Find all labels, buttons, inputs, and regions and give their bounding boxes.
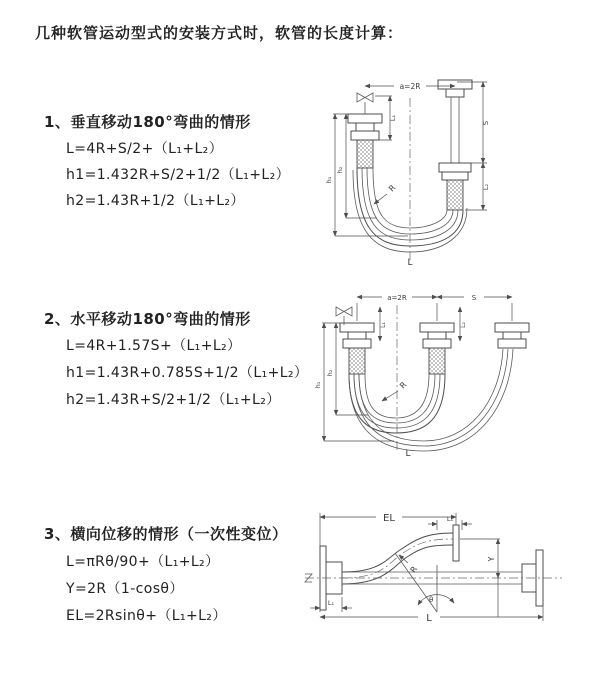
dim-l bbox=[320, 606, 543, 624]
section-1-formula-h2: h2=1.43R+1/2（L₁+L₂） bbox=[66, 193, 245, 209]
dim-l1-bottom bbox=[310, 597, 352, 612]
dim-l1 bbox=[375, 96, 397, 140]
diagram-horizontal-180-bend bbox=[312, 283, 547, 458]
dim-h1-label: h₁ bbox=[325, 176, 333, 184]
dim-s-label: S bbox=[471, 294, 477, 302]
middle-pipe-end bbox=[420, 323, 454, 374]
dim-l2-label: L₂ bbox=[482, 183, 490, 191]
dim-s bbox=[437, 294, 512, 321]
dim-h2-label: h₂ bbox=[326, 369, 334, 377]
section-1-heading: 1、垂直移动180°弯曲的情形 bbox=[44, 113, 251, 131]
right-pipe-end bbox=[438, 80, 472, 210]
diagram-lateral-displacement bbox=[300, 505, 590, 655]
dim-r-label: R bbox=[398, 380, 409, 391]
dim-a-2r-label: a=2R bbox=[387, 294, 407, 302]
page-title: 几种软管运动型式的安装方式时，软管的长度计算： bbox=[35, 24, 404, 42]
dim-l2-label: L₂ bbox=[460, 322, 467, 328]
braided-hose-section bbox=[447, 180, 463, 210]
dim-a-2r-label: a=2R bbox=[399, 82, 421, 91]
dim-r bbox=[374, 183, 398, 204]
dim-h1-label: h₁ bbox=[314, 381, 322, 389]
dim-r bbox=[382, 380, 409, 401]
dim-l1-top-label: L₁ bbox=[446, 515, 454, 523]
dim-el-label: EL bbox=[383, 513, 395, 524]
diagram-vertical-180-bend bbox=[315, 68, 525, 268]
section-2-formula-h1: h1=1.43R+0.785S+1/2（L₁+L₂） bbox=[66, 365, 309, 381]
dim-r-label: R bbox=[408, 564, 420, 575]
section-3-formula-L: L=πRθ/90+（L₁+L₂） bbox=[66, 554, 220, 570]
dim-l1-label: L₁ bbox=[389, 114, 397, 122]
raised-flange bbox=[453, 525, 459, 561]
section-2-formula-h2: h2=1.43R+S/2+1/2（L₁+L₂） bbox=[66, 392, 281, 408]
dim-theta bbox=[418, 595, 454, 605]
dim-l1-bottom-label: L₁ bbox=[327, 599, 335, 607]
section-3-formula-EL: EL=2Rsinθ+（L₁+L₂） bbox=[66, 608, 227, 624]
dim-theta-label: θ bbox=[429, 596, 434, 604]
dim-l1-label: L₁ bbox=[380, 322, 387, 328]
section-2-formula-L: L=4R+1.57S+（L₁+L₂） bbox=[66, 338, 242, 354]
dim-l-label: L bbox=[405, 449, 411, 458]
section-3-formula-Y: Y=2R（1-cosθ） bbox=[66, 581, 184, 597]
section-3-heading: 3、横向位移的情形（一次性变位） bbox=[44, 525, 288, 543]
dim-r-label: R bbox=[387, 183, 398, 194]
dim-l1 bbox=[380, 307, 387, 341]
valve-icon bbox=[357, 93, 373, 114]
dim-h2-label: h₂ bbox=[336, 166, 344, 174]
braided-hose-section bbox=[429, 348, 445, 374]
dim-y-label: Y bbox=[487, 556, 496, 562]
section-1-formula-h1: h1=1.432R+S/2+1/2（L₁+L₂） bbox=[66, 167, 290, 183]
dim-s bbox=[457, 82, 490, 163]
s-curve-hose bbox=[342, 533, 453, 584]
section-1-formula-L: L=4R+S/2+（L₁+L₂） bbox=[66, 141, 224, 157]
dim-l-label: L bbox=[407, 258, 413, 268]
dim-l2 bbox=[465, 163, 490, 210]
braided-hose-section bbox=[357, 140, 373, 168]
right-pipe-end bbox=[495, 323, 529, 348]
dim-s-label: S bbox=[482, 120, 490, 126]
dim-el bbox=[320, 513, 456, 546]
left-pipe-end bbox=[340, 323, 374, 374]
section-2-heading: 2、水平移动180°弯曲的情形 bbox=[44, 310, 251, 328]
valve-icon bbox=[336, 307, 352, 325]
braided-hose-section bbox=[349, 348, 365, 374]
left-pipe-end bbox=[348, 114, 382, 168]
dim-l2 bbox=[460, 307, 467, 341]
dim-l-label: L bbox=[426, 613, 432, 624]
dim-a-2r bbox=[365, 82, 455, 91]
